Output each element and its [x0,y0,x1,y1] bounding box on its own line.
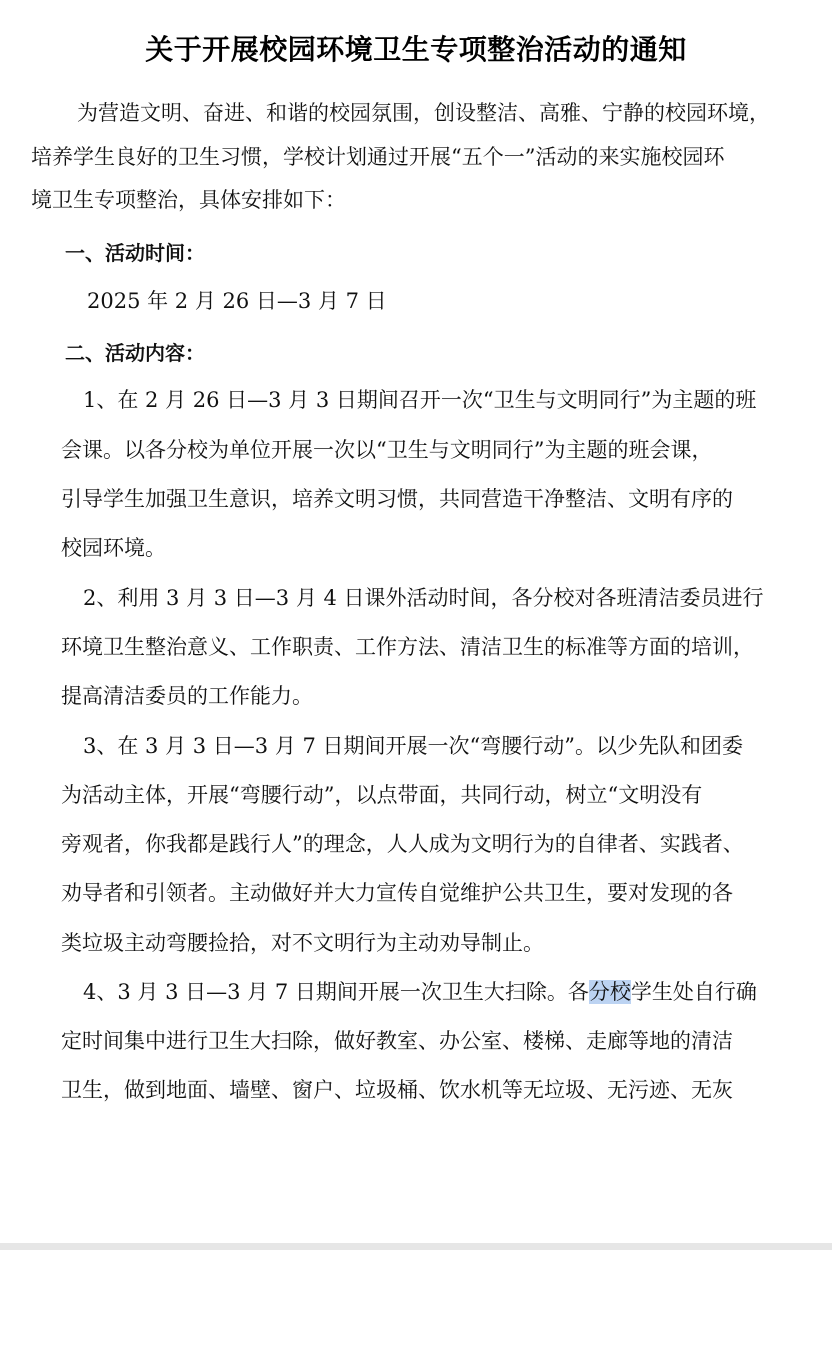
item-3-line-4: 劝导者和引领者。主动做好并大力宣传自觉维护公共卫生，要对发现的各 [61,881,733,905]
item-3-line-5: 类垃圾主动弯腰捡拾，对不文明行为主动劝导制止。 [61,931,544,955]
item-4-text-after: 学生处自行确 [630,980,757,1004]
intro-line-3: 境卫生专项整治，具体安排如下： [31,188,346,212]
activity-time-value: 2025 年 2 月 26 日—3 月 7 日 [87,289,387,313]
item-4-text-before: 4、3 月 3 日—3 月 7 日期间开展一次卫生大扫除。各 [83,980,589,1004]
selected-text[interactable]: 分校 [588,980,631,1004]
item-1-line-2: 会课。以各分校为单位开展一次以“卫生与文明同行”为主题的班会课， [61,438,713,462]
section-1-heading: 一、活动时间： [65,241,205,265]
item-2-line-2: 环境卫生整治意义、工作职责、工作方法、清洁卫生的标准等方面的培训， [61,635,754,659]
item-1-line-4: 校园环境。 [61,536,166,560]
item-1-line-1: 1、在 2 月 26 日—3 月 3 日期间召开一次“卫生与文明同行”为主题的班 [83,388,757,412]
intro-line-2: 培养学生良好的卫生习惯，学校计划通过开展“五个一”活动的来实施校园环 [31,145,725,169]
item-1-line-3: 引导学生加强卫生意识，培养文明习惯，共同营造干净整洁、文明有序的 [61,487,733,511]
item-3-line-2: 为活动主体，开展“弯腰行动”，以点带面，共同行动，树立“文明没有 [61,783,703,807]
item-3-line-1: 3、在 3 月 3 日—3 月 7 日期间开展一次“弯腰行动”。以少先队和团委 [83,734,744,758]
item-3-line-3: 旁观者，你我都是践行人”的理念，人人成为文明行为的自律者、实践者、 [61,832,744,856]
item-4-line-2: 定时间集中进行卫生大扫除，做好教室、办公室、楼梯、走廊等地的清洁 [61,1029,733,1053]
section-2-heading: 二、活动内容： [65,341,205,365]
document-title: 关于开展校园环境卫生专项整治活动的通知 [145,33,687,66]
next-page-area[interactable] [0,1250,832,1359]
intro-line-1: 为营造文明、奋进、和谐的校园氛围，创设整洁、高雅、宁静的校园环境， [77,101,770,125]
item-4-line-3: 卫生，做到地面、墙壁、窗户、垃圾桶、饮水机等无垃圾、无污迹、无灰 [61,1078,733,1102]
item-2-line-1: 2、利用 3 月 3 日—3 月 4 日课外活动时间，各分校对各班清洁委员进行 [83,586,764,610]
page-divider [0,1243,832,1250]
item-2-line-3: 提高清洁委员的工作能力。 [61,684,313,708]
item-4-line-1 [83,978,757,1006]
